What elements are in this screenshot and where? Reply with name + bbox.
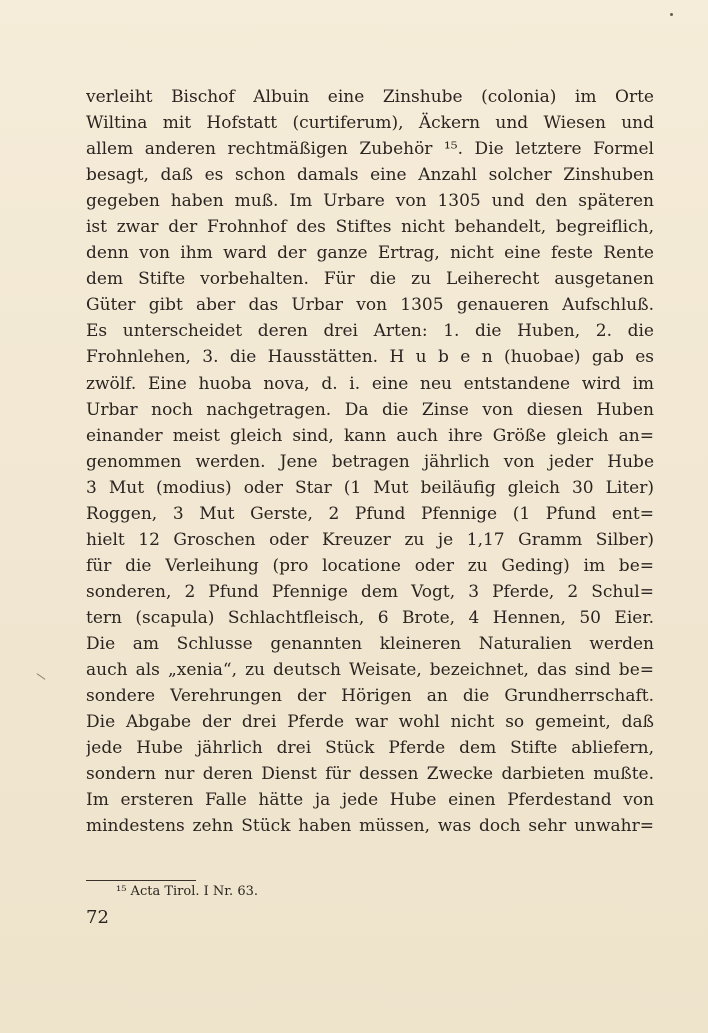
text-line: Wiltina mit Hofstatt (curtiferum), Äckern und Wiesen und (86, 113, 654, 134)
margin-mark (37, 673, 46, 680)
text-line: Güter gibt aber das Urbar von 1305 genaueren Aufschluß. (86, 295, 654, 316)
text-line: besagt, daß es schon damals eine Anzahl solcher Zinshuben (86, 165, 654, 186)
body-text (86, 84, 654, 839)
text-line: genommen werden. Jene betragen jährlich von jeder Hube (86, 451, 654, 472)
text-line: auch als „xenia“, zu deutsch Weisate, bezeichnet, das sind be= (86, 660, 654, 681)
text-line: tern (scapula) Schlachtfleisch, 6 Brote, 4 Hennen, 50 Eier. (86, 607, 654, 628)
text-line: zwölf. Eine huoba nova, d. i. eine neu entstandene wird im (86, 373, 654, 394)
page-number: 72 (86, 907, 109, 928)
text-line: einander meist gleich sind, kann auch ihre Größe gleich an= (86, 425, 654, 446)
text-line: verleiht Bischof Albuin eine Zinshube (colonia) im Orte (86, 87, 654, 107)
text-line: Die Abgabe der drei Pferde war wohl nicht so gemeint, daß (86, 712, 654, 733)
text-line: Roggen, 3 Mut Gerste, 2 Pfund Pfennige (1 Pfund ent= (86, 503, 654, 524)
text-line: sondern nur deren Dienst für dessen Zwecke darbieten mußte. (86, 764, 654, 785)
text-line: denn von ihm ward der ganze Ertrag, nicht eine feste Rente (86, 243, 654, 264)
text-line: allem anderen rechtmäßigen Zubehör ¹⁵. Die letztere Formel (86, 139, 654, 160)
text-line: Es unterscheidet deren drei Arten: 1. die Huben, 2. die (86, 321, 654, 342)
footnote: ¹⁵ Acta Tirol. I Nr. 63. (116, 884, 258, 899)
text-line: für die Verleihung (pro locatione oder zu Geding) im be= (86, 555, 654, 576)
text-line: mindestens zehn Stück haben müssen, was doch sehr unwahr= (86, 816, 654, 837)
text-line: gegeben haben muß. Im Urbare von 1305 und den späteren (86, 191, 654, 212)
text-line: ist zwar der Frohnhof des Stiftes nicht behandelt, begreiflich, (86, 217, 654, 238)
text-line: jede Hube jährlich drei Stück Pferde dem Stifte abliefern, (86, 738, 654, 759)
text-line: Die am Schlusse genannten kleineren Naturalien werden (86, 633, 654, 654)
text-line: 3 Mut (modius) oder Star (1 Mut beiläufig gleich 30 Liter) (86, 477, 654, 498)
text-line: Frohnlehen, 3. die Hausstätten. H u b e n (huobae) gab es (86, 347, 654, 368)
text-line: sonderen, 2 Pfund Pfennige dem Vogt, 3 Pferde, 2 Schul= (86, 581, 654, 602)
text-line: sondere Verehrungen der Hörigen an die Grundherrschaft. (86, 686, 654, 707)
footnote-divider (86, 880, 196, 881)
text-line: dem Stifte vorbehalten. Für die zu Leiherecht ausgetanen (86, 269, 654, 290)
text-line: Im ersteren Falle hätte ja jede Hube einen Pferdestand von (86, 790, 654, 811)
text-line: hielt 12 Groschen oder Kreuzer zu je 1,17 Gramm Silber) (86, 529, 654, 550)
paper-speck (670, 13, 673, 16)
text-line: Urbar noch nachgetragen. Da die Zinse von diesen Huben (86, 399, 654, 420)
